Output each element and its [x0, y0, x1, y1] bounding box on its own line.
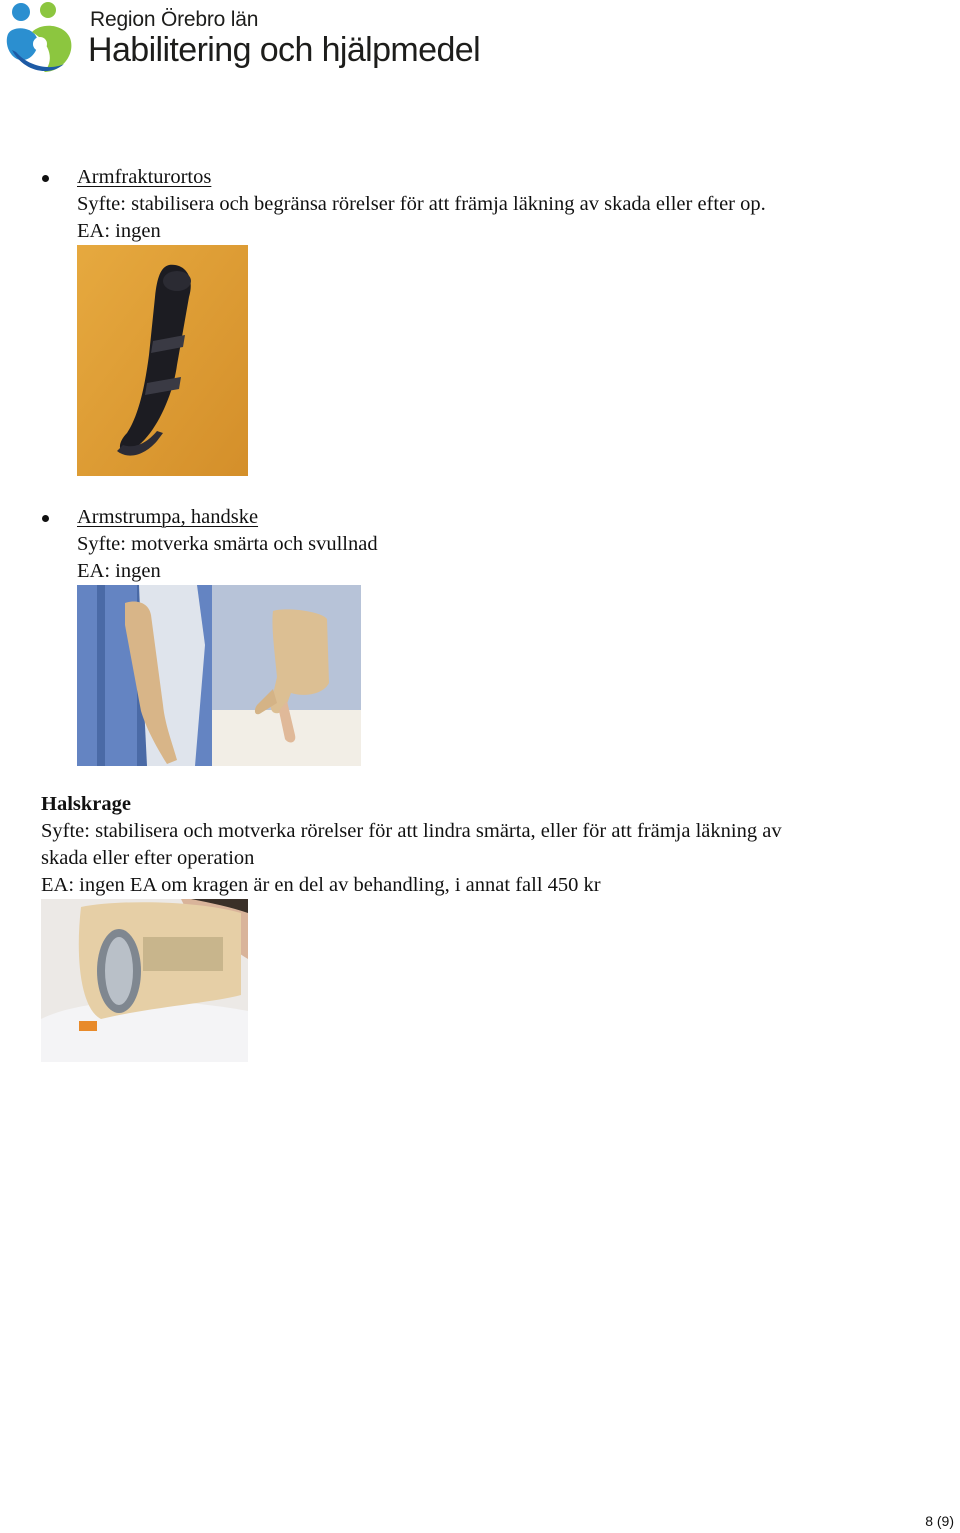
item-ea: EA: ingen [77, 220, 161, 242]
item-purpose: Syfte: stabilisera och motverka rörelser för att lindra smärta, eller för att främja läkning av [41, 820, 782, 842]
item-purpose-continued: skada eller efter operation [41, 847, 255, 869]
org-name: Region Örebro län [90, 8, 259, 31]
arm-sleeve-glove-photo [77, 585, 361, 766]
item-ea: EA: ingen [77, 560, 161, 582]
item-title: Armstrumpa, handske [77, 506, 259, 528]
item-title: Armfrakturortos [77, 166, 212, 188]
unit-name: Habilitering och hjälpmedel [88, 31, 481, 69]
item-purpose: Syfte: motverka smärta och svullnad [77, 533, 378, 555]
bullet-icon [42, 175, 49, 182]
bullet-icon [42, 515, 49, 522]
arm-fracture-orthosis-photo [77, 245, 248, 476]
item-ea: EA: ingen EA om kragen är en del av behandling, i annat fall 450 kr [41, 874, 601, 896]
page-number: 8 (9) [925, 1513, 954, 1529]
item-purpose: Syfte: stabilisera och begränsa rörelser för att främja läkning av skada eller efter op. [77, 193, 766, 215]
neck-collar-photo [41, 899, 248, 1062]
region-orebro-logo-icon [2, 0, 80, 78]
item-title: Halskrage [41, 793, 131, 815]
